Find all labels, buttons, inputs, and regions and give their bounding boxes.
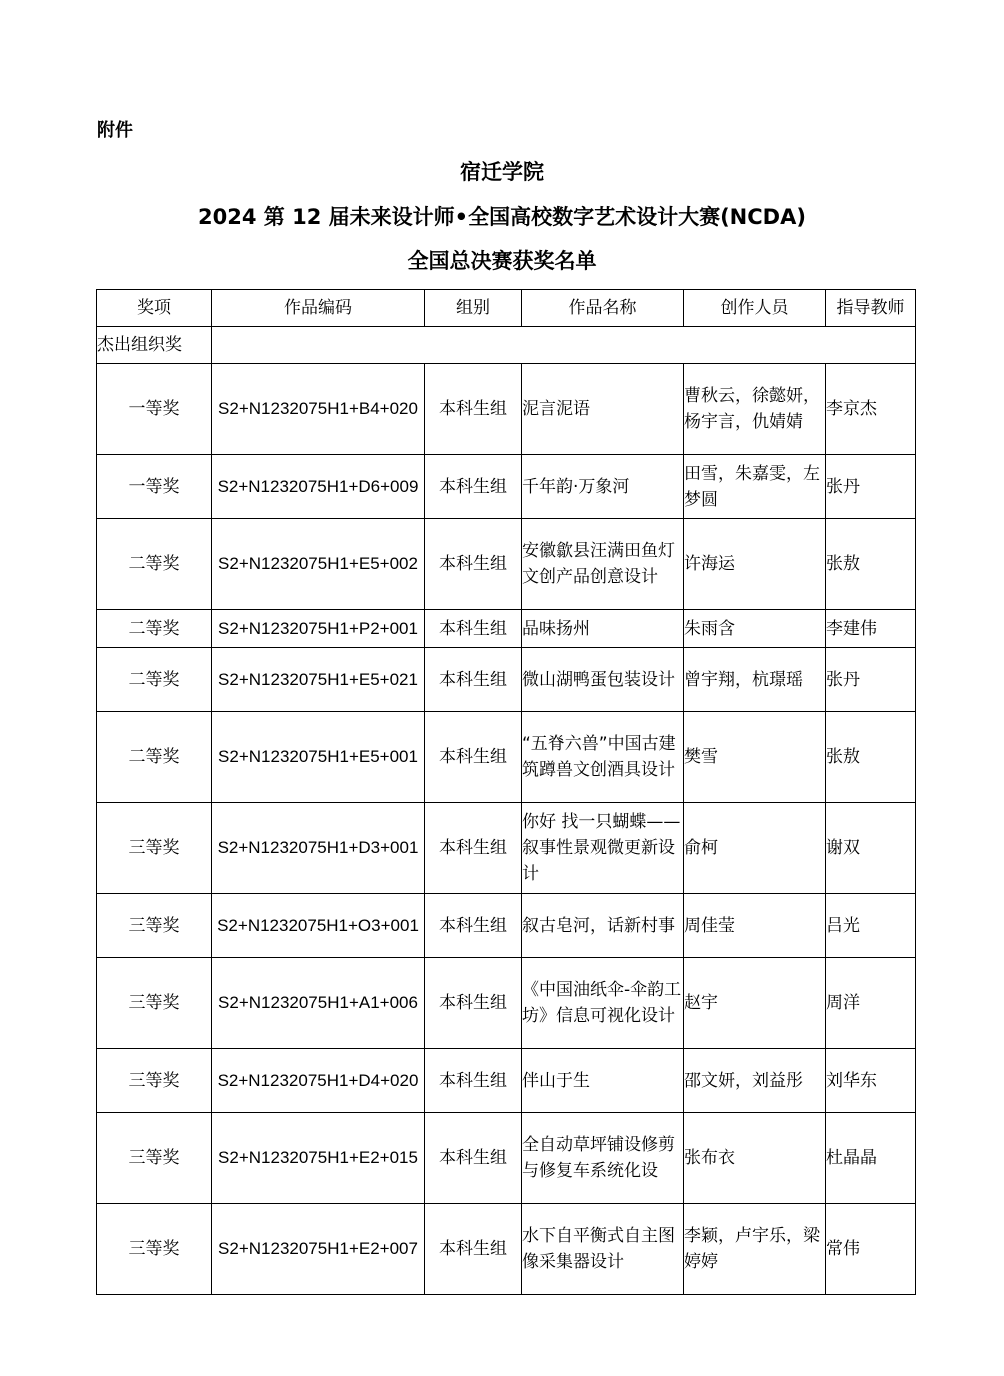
table-row (97, 364, 916, 455)
group-cell: 本科生组 (425, 648, 522, 712)
group-cell: 本科生组 (425, 712, 522, 803)
code-cell: S2+N1232075H1+O3+001 (212, 894, 425, 958)
advisor-cell: 李建伟 (826, 610, 916, 648)
creators-cell: 俞柯 (684, 803, 826, 894)
creators-cell: 张布衣 (684, 1113, 826, 1204)
table-row (97, 958, 916, 1049)
work-name-cell: 叙古皂河，话新村事 (522, 894, 684, 958)
group-cell: 本科生组 (425, 610, 522, 648)
table-row (97, 1204, 916, 1295)
header-code: 作品编码 (212, 290, 425, 327)
work-name-cell: 你好 找一只蝴蝶——叙事性景观微更新设计 (522, 803, 684, 894)
award-cell: 二等奖 (97, 610, 212, 648)
creators-cell: 朱雨含 (684, 610, 826, 648)
creators-cell: 邵文妍，刘益彤 (684, 1049, 826, 1113)
work-name-cell: 安徽歙县汪满田鱼灯文创产品创意设计 (522, 519, 684, 610)
advisor-cell: 杜晶晶 (826, 1113, 916, 1204)
code-cell: S2+N1232075H1+D6+009 (212, 455, 425, 519)
code-cell: S2+N1232075H1+B4+020 (212, 364, 425, 455)
creators-cell: 曹秋云，徐懿妍，杨宇言，仇婧婧 (684, 364, 826, 455)
competition-title: 2024 第 12 届未来设计师•全国高校数字艺术设计大赛(NCDA) (198, 205, 806, 229)
code-cell: S2+N1232075H1+E2+007 (212, 1204, 425, 1295)
advisor-cell: 谢双 (826, 803, 916, 894)
header-award: 奖项 (97, 290, 212, 327)
group-cell: 本科生组 (425, 364, 522, 455)
code-cell: S2+N1232075H1+E2+015 (212, 1113, 425, 1204)
code-cell: S2+N1232075H1+D4+020 (212, 1049, 425, 1113)
section-empty-cell (212, 327, 916, 364)
award-cell: 三等奖 (97, 1204, 212, 1295)
table-row (97, 610, 916, 648)
header-group: 组别 (425, 290, 522, 327)
advisor-cell: 刘华东 (826, 1049, 916, 1113)
group-cell: 本科生组 (425, 519, 522, 610)
code-cell: S2+N1232075H1+E5+002 (212, 519, 425, 610)
creators-cell: 曾宇翔，杭璟瑶 (684, 648, 826, 712)
table-row (97, 1049, 916, 1113)
work-name-cell: 微山湖鸭蛋包装设计 (522, 648, 684, 712)
table-header-row (97, 290, 916, 327)
creators-cell: 赵宇 (684, 958, 826, 1049)
award-cell: 一等奖 (97, 364, 212, 455)
header-advisor: 指导教师 (826, 290, 916, 327)
group-cell: 本科生组 (425, 1049, 522, 1113)
creators-cell: 李颖，卢宇乐，梁婷婷 (684, 1204, 826, 1295)
work-name-cell: 品味扬州 (522, 610, 684, 648)
advisor-cell: 张敖 (826, 712, 916, 803)
code-cell: S2+N1232075H1+E5+001 (212, 712, 425, 803)
work-name-cell: “五脊六兽”中国古建筑蹲兽文创酒具设计 (522, 712, 684, 803)
award-cell: 二等奖 (97, 519, 212, 610)
award-cell: 二等奖 (97, 648, 212, 712)
header-creators: 创作人员 (684, 290, 826, 327)
advisor-cell: 李京杰 (826, 364, 916, 455)
work-name-cell: 《中国油纸伞-伞韵工坊》信息可视化设计 (522, 958, 684, 1049)
award-cell: 三等奖 (97, 958, 212, 1049)
awards-table (96, 289, 916, 1295)
group-cell: 本科生组 (425, 803, 522, 894)
creators-cell: 田雪，朱嘉雯，左梦圆 (684, 455, 826, 519)
advisor-cell: 周洋 (826, 958, 916, 1049)
work-name-cell: 千年韵·万象河 (522, 455, 684, 519)
attachment-label: 附件 (97, 120, 133, 141)
creators-cell: 许海运 (684, 519, 826, 610)
table-row (97, 648, 916, 712)
group-cell: 本科生组 (425, 455, 522, 519)
group-cell: 本科生组 (425, 1113, 522, 1204)
table-row (97, 1113, 916, 1204)
advisor-cell: 张敖 (826, 519, 916, 610)
work-name-cell: 全自动草坪铺设修剪与修复车系统化设 (522, 1113, 684, 1204)
creators-cell: 周佳莹 (684, 894, 826, 958)
code-cell: S2+N1232075H1+P2+001 (212, 610, 425, 648)
award-cell: 二等奖 (97, 712, 212, 803)
group-cell: 本科生组 (425, 958, 522, 1049)
table-row (97, 519, 916, 610)
table-row (97, 712, 916, 803)
school-title: 宿迁学院 (460, 160, 544, 184)
list-title: 全国总决赛获奖名单 (407, 249, 597, 273)
table-row (97, 894, 916, 958)
creators-cell: 樊雪 (684, 712, 826, 803)
award-cell: 三等奖 (97, 803, 212, 894)
code-cell: S2+N1232075H1+A1+006 (212, 958, 425, 1049)
section-label: 杰出组织奖 (97, 327, 212, 364)
section-row (97, 327, 916, 364)
code-cell: S2+N1232075H1+D3+001 (212, 803, 425, 894)
table-row (97, 455, 916, 519)
award-cell: 三等奖 (97, 1113, 212, 1204)
group-cell: 本科生组 (425, 894, 522, 958)
award-cell: 三等奖 (97, 1049, 212, 1113)
table-row (97, 803, 916, 894)
advisor-cell: 张丹 (826, 648, 916, 712)
award-cell: 一等奖 (97, 455, 212, 519)
advisor-cell: 吕光 (826, 894, 916, 958)
work-name-cell: 伴山于生 (522, 1049, 684, 1113)
group-cell: 本科生组 (425, 1204, 522, 1295)
header-work: 作品名称 (522, 290, 684, 327)
work-name-cell: 泥言泥语 (522, 364, 684, 455)
advisor-cell: 常伟 (826, 1204, 916, 1295)
award-cell: 三等奖 (97, 894, 212, 958)
advisor-cell: 张丹 (826, 455, 916, 519)
work-name-cell: 水下自平衡式自主图像采集器设计 (522, 1204, 684, 1295)
code-cell: S2+N1232075H1+E5+021 (212, 648, 425, 712)
